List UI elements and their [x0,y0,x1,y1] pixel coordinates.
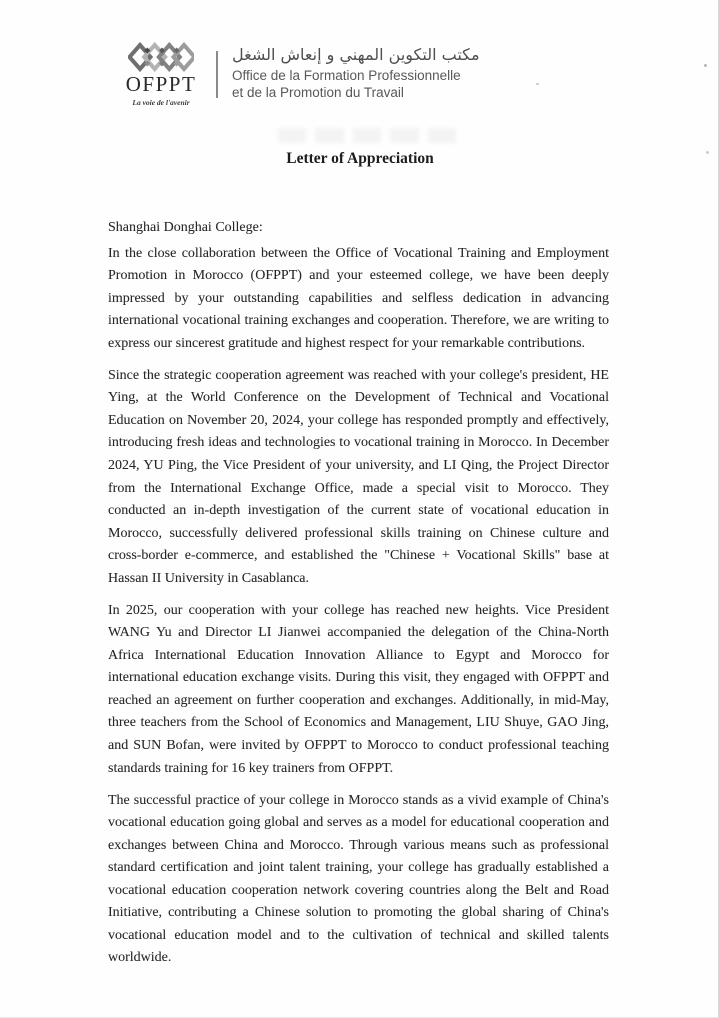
scan-speck [536,83,539,85]
org-name-french-line1: Office de la Formation Professionnelle [232,68,461,83]
scan-speck [704,64,707,67]
logo-acronym: OFPPT [125,72,197,96]
letter-paragraph-2: Since the strategic cooperation agreement was reached with your college's president, HE Ying, at the World Conference on the Development of Technical and Vocational Education on November 20, 2024, your college has responded promptly and effectively, introducing fresh ideas and technologies to vocational training in Morocco. In December 2024, YU Ping, the Vice President of your university, and LI Qing, the Project Director from the International Exchange Office, made a special visit to Morocco. They conducted an in-depth investigation of the current state of vocational education in Morocco, successfully delivered professional skills training on Chinese culture and cross-border e-commerce, and established the "Chinese + Vocational Skills" base at Hassan II University in Casablanca. [108,367,609,586]
ofppt-logo [116,42,206,107]
org-name-french [232,67,480,101]
letter-paragraph-3: In 2025, our cooperation with your college has reached new heights. Vice President WANG Yu and Director LI Jianwei accompanied the delegation of the China-North Africa International Education Innovation Alliance to Egypt and Morocco for international education exchange visits. During this visit, they engaged with OFPPT and reached an agreement on further cooperation and exchanges. Additionally, in mid-May, three teachers from the School of Economics and Management, LIU Shuye, GAO Jing, and SUN Bofan, were invited by OFPPT to Morocco to conduct professional teaching standards training for 16 key trainers from OFPPT. [108,602,609,776]
letter-title: Letter of Appreciation [286,150,434,167]
letter-paragraph-4: The successful practice of your college in Morocco stands as a vivid example of China's vocational education going global and serves as a model for educational cooperation and exchanges between China and Morocco. Through various means such as professional standard certification and joint talent training, your college has gradually established a vocational education cooperation network covering countries along the Belt and Road Initiative, contributing a Chinese solution to promoting the global sharing of China's vocational education model and to the cultivation of technical and skilled talents worldwide. [108,792,609,966]
letter-body [108,217,609,970]
letterhead-divider [216,51,218,98]
scan-bleed-artifact [278,128,456,143]
organization-names [232,42,480,101]
letter-paragraph-1: In the close collaboration between the Office of Vocational Training and Employment Promotion in Morocco (OFPPT) and your esteemed college, we have been deeply impressed by your outstanding capabilities and selfless dedication in advancing international vocational training exchanges and cooperation. Therefore, we are writing to express our sincerest gratitude and highest respect for your remarkable contributions. [108,245,609,351]
ofppt-diamond-chain-icon [128,42,194,72]
org-name-arabic: مكتب التكوين المهني و إنعاش الشغل [232,45,480,64]
scan-speck [706,151,709,154]
salutation: Shanghai Donghai College: [108,220,263,235]
logo-tagline: La voie de l'avenir [132,98,190,107]
letterhead [116,42,480,107]
org-name-french-line2: et de la Promotion du Travail [232,85,404,100]
